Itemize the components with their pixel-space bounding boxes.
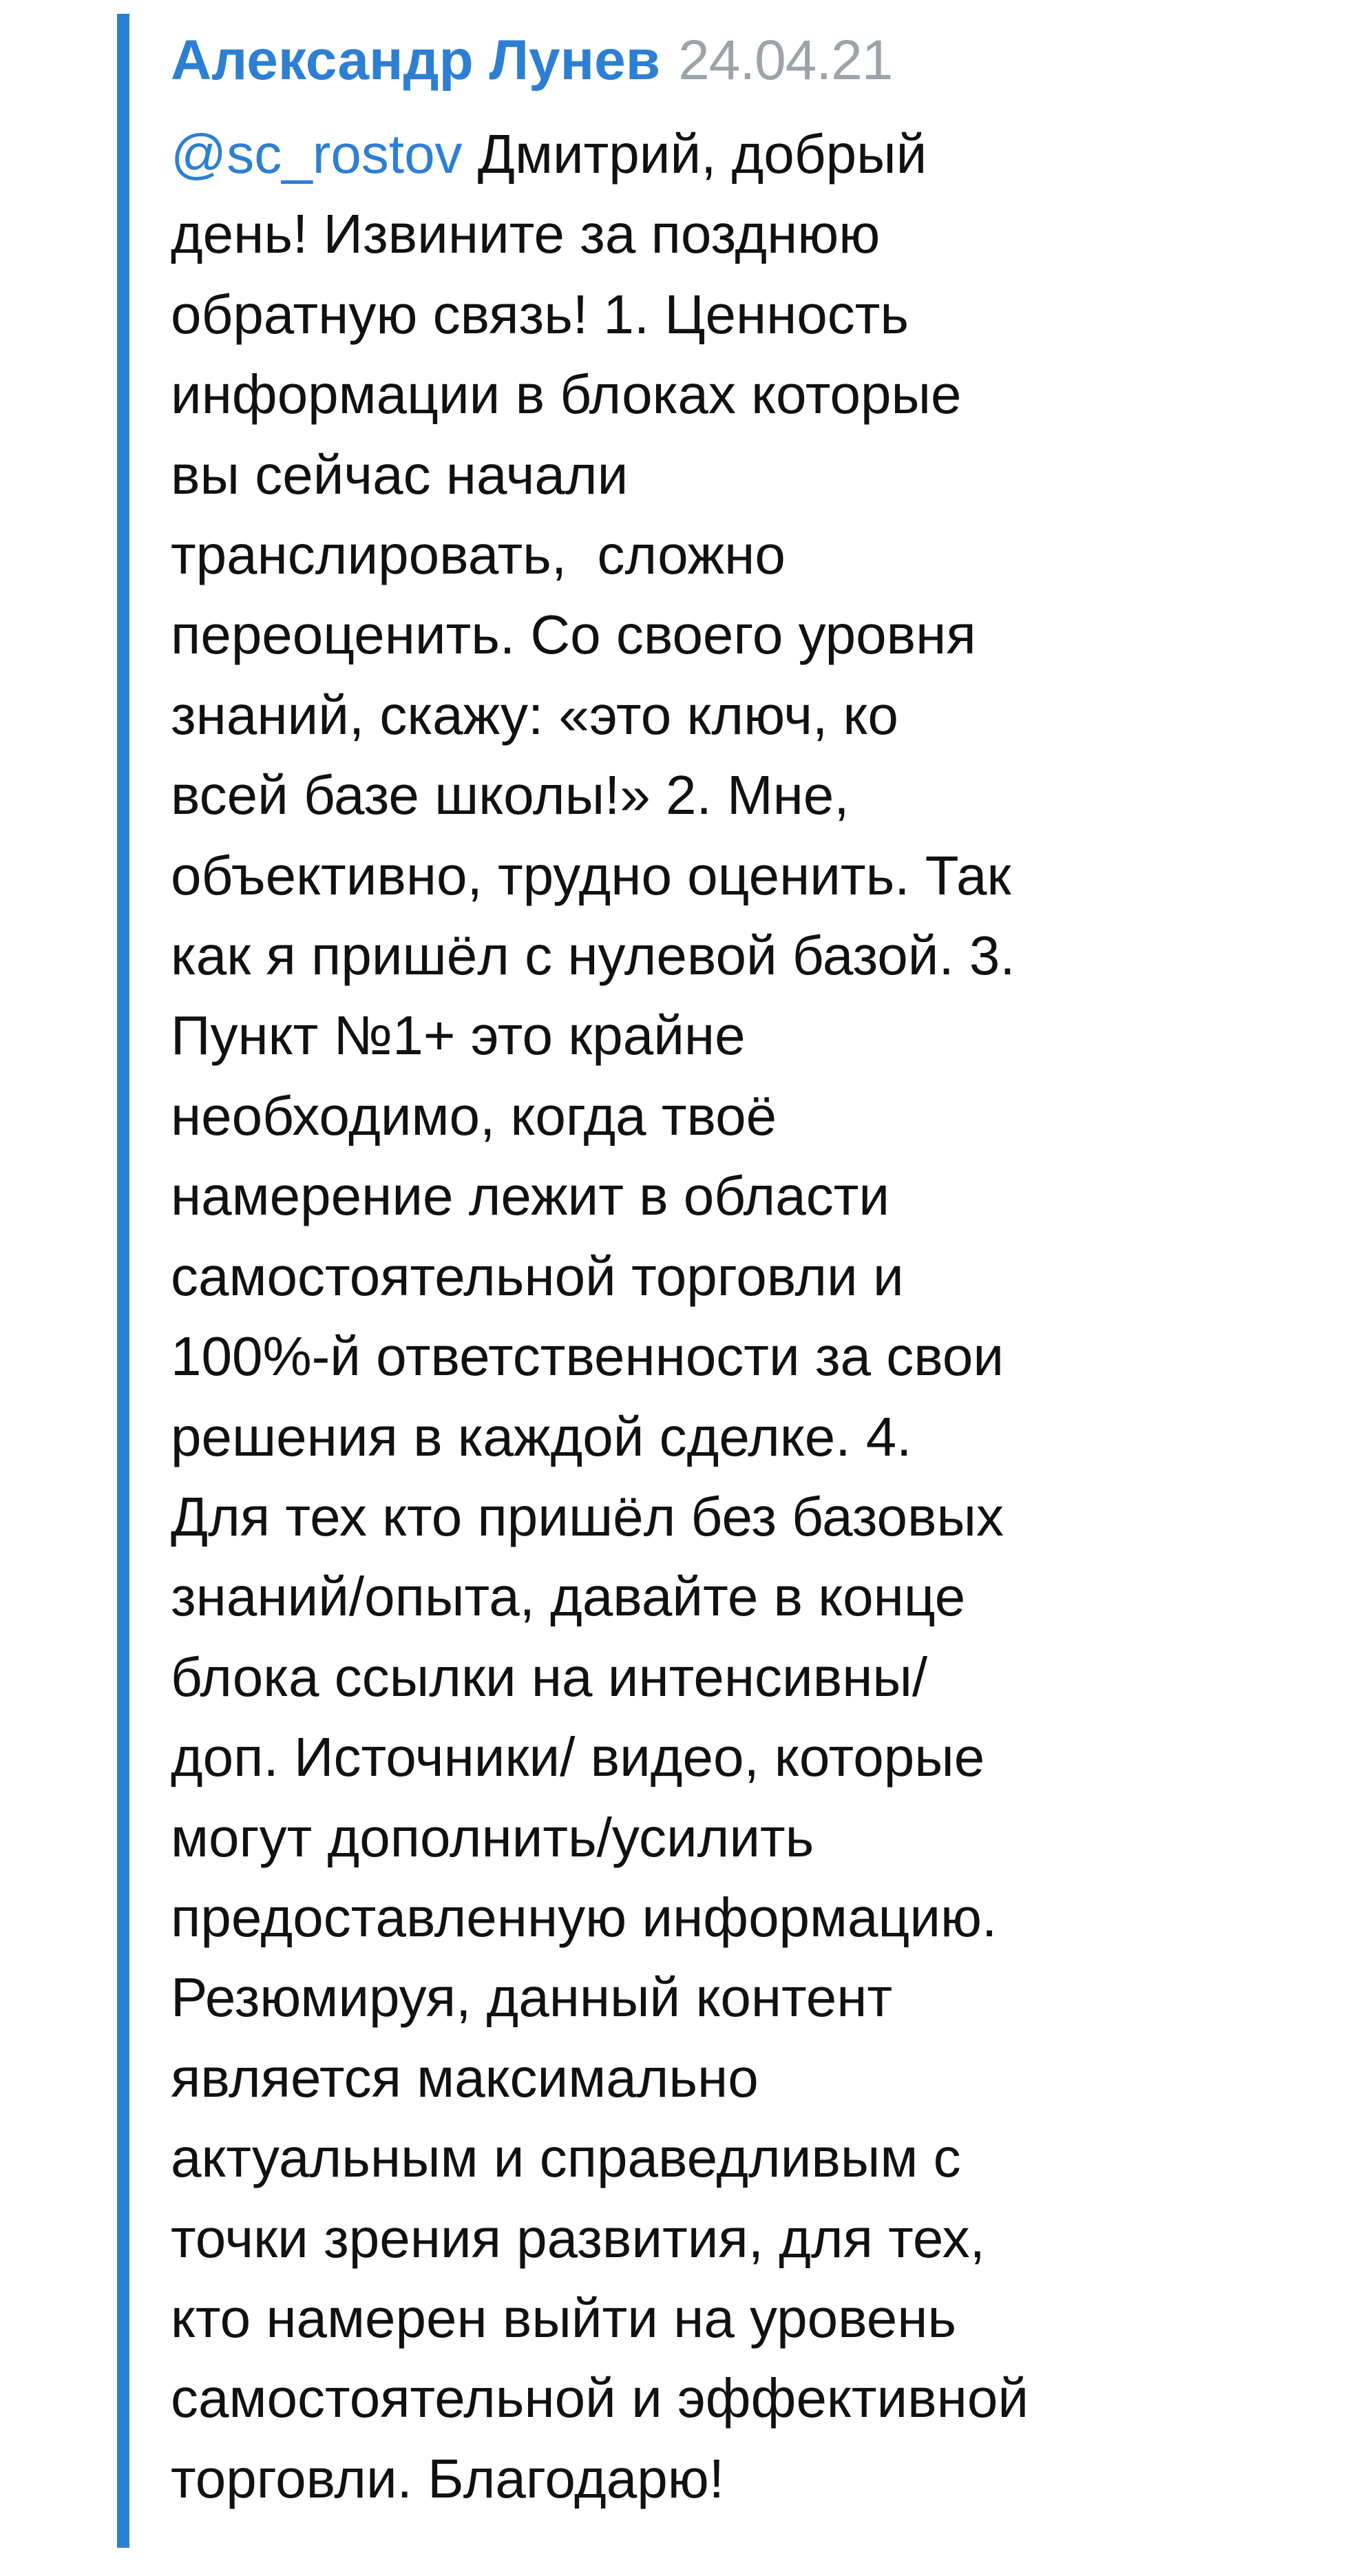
comment-line: всей базе школы!» 2. Мне, (171, 764, 850, 826)
comment-header (171, 26, 892, 95)
user-mention-link[interactable]: @sc_rostov (171, 123, 463, 185)
comment-line: является максимально (171, 2046, 759, 2108)
comment-line: переоценить. Со своего уровня (171, 604, 976, 666)
comment-line: Резюмируя, данный контент (171, 1967, 893, 2029)
comment-line: кто намерен выйти на уровень (171, 2287, 957, 2349)
comment-line: знаний/опыта, давайте в конце (171, 1566, 966, 1628)
comment-line: как я пришёл с нулевой базой. 3. (171, 925, 1015, 987)
comment-line: знаний, скажу: «это ключ, ко (171, 684, 898, 746)
comment-line: торговли. Благодарю! (171, 2447, 724, 2509)
comment-line (171, 114, 1245, 194)
comment-line: самостоятельной торговли и (171, 1245, 904, 1307)
comment-line: актуальным и справедливым с (171, 2127, 961, 2189)
comment-line: точки зрения развития, для тех, (171, 2207, 985, 2269)
comment-line: решения в каждой сделке. 4. (171, 1405, 912, 1467)
comment-line: транслировать, сложно (171, 524, 786, 586)
comment-line: день! Извините за позднюю (171, 203, 881, 265)
comment-line: объективно, трудно оценить. Так (171, 844, 1011, 906)
comment-text (171, 114, 1245, 2519)
comment-line: вы сейчас начали (171, 443, 629, 505)
comment-line: самостоятельной и эффективной (171, 2367, 1029, 2429)
comment-line: Пункт №1+ это крайне (171, 1005, 746, 1067)
comment-line: 100%-й ответственности за свои (171, 1326, 1004, 1388)
comment-line: намерение лежит в области (171, 1165, 890, 1227)
comment-line-text: Дмитрий, добрый (462, 123, 927, 185)
comment-line: предоставленную информацию. (171, 1886, 998, 1948)
comment-line: необходимо, когда твоё (171, 1085, 777, 1146)
comment-line: блока ссылки на интенсивны/ (171, 1646, 928, 1708)
comment-date: 24.04.21 (678, 29, 893, 92)
comment-line: информации в блоках которые (171, 364, 962, 426)
author-name[interactable]: Александр Лунев (171, 29, 661, 92)
comment-line: Для тех кто пришёл без базовых (171, 1485, 1004, 1547)
comment-line: доп. Источники/ видео, которые (171, 1726, 985, 1788)
comment-line: могут дополнить/усилить (171, 1806, 814, 1868)
comment-line: обратную связь! 1. Ценность (171, 283, 909, 345)
quote-accent-bar (117, 14, 129, 2548)
